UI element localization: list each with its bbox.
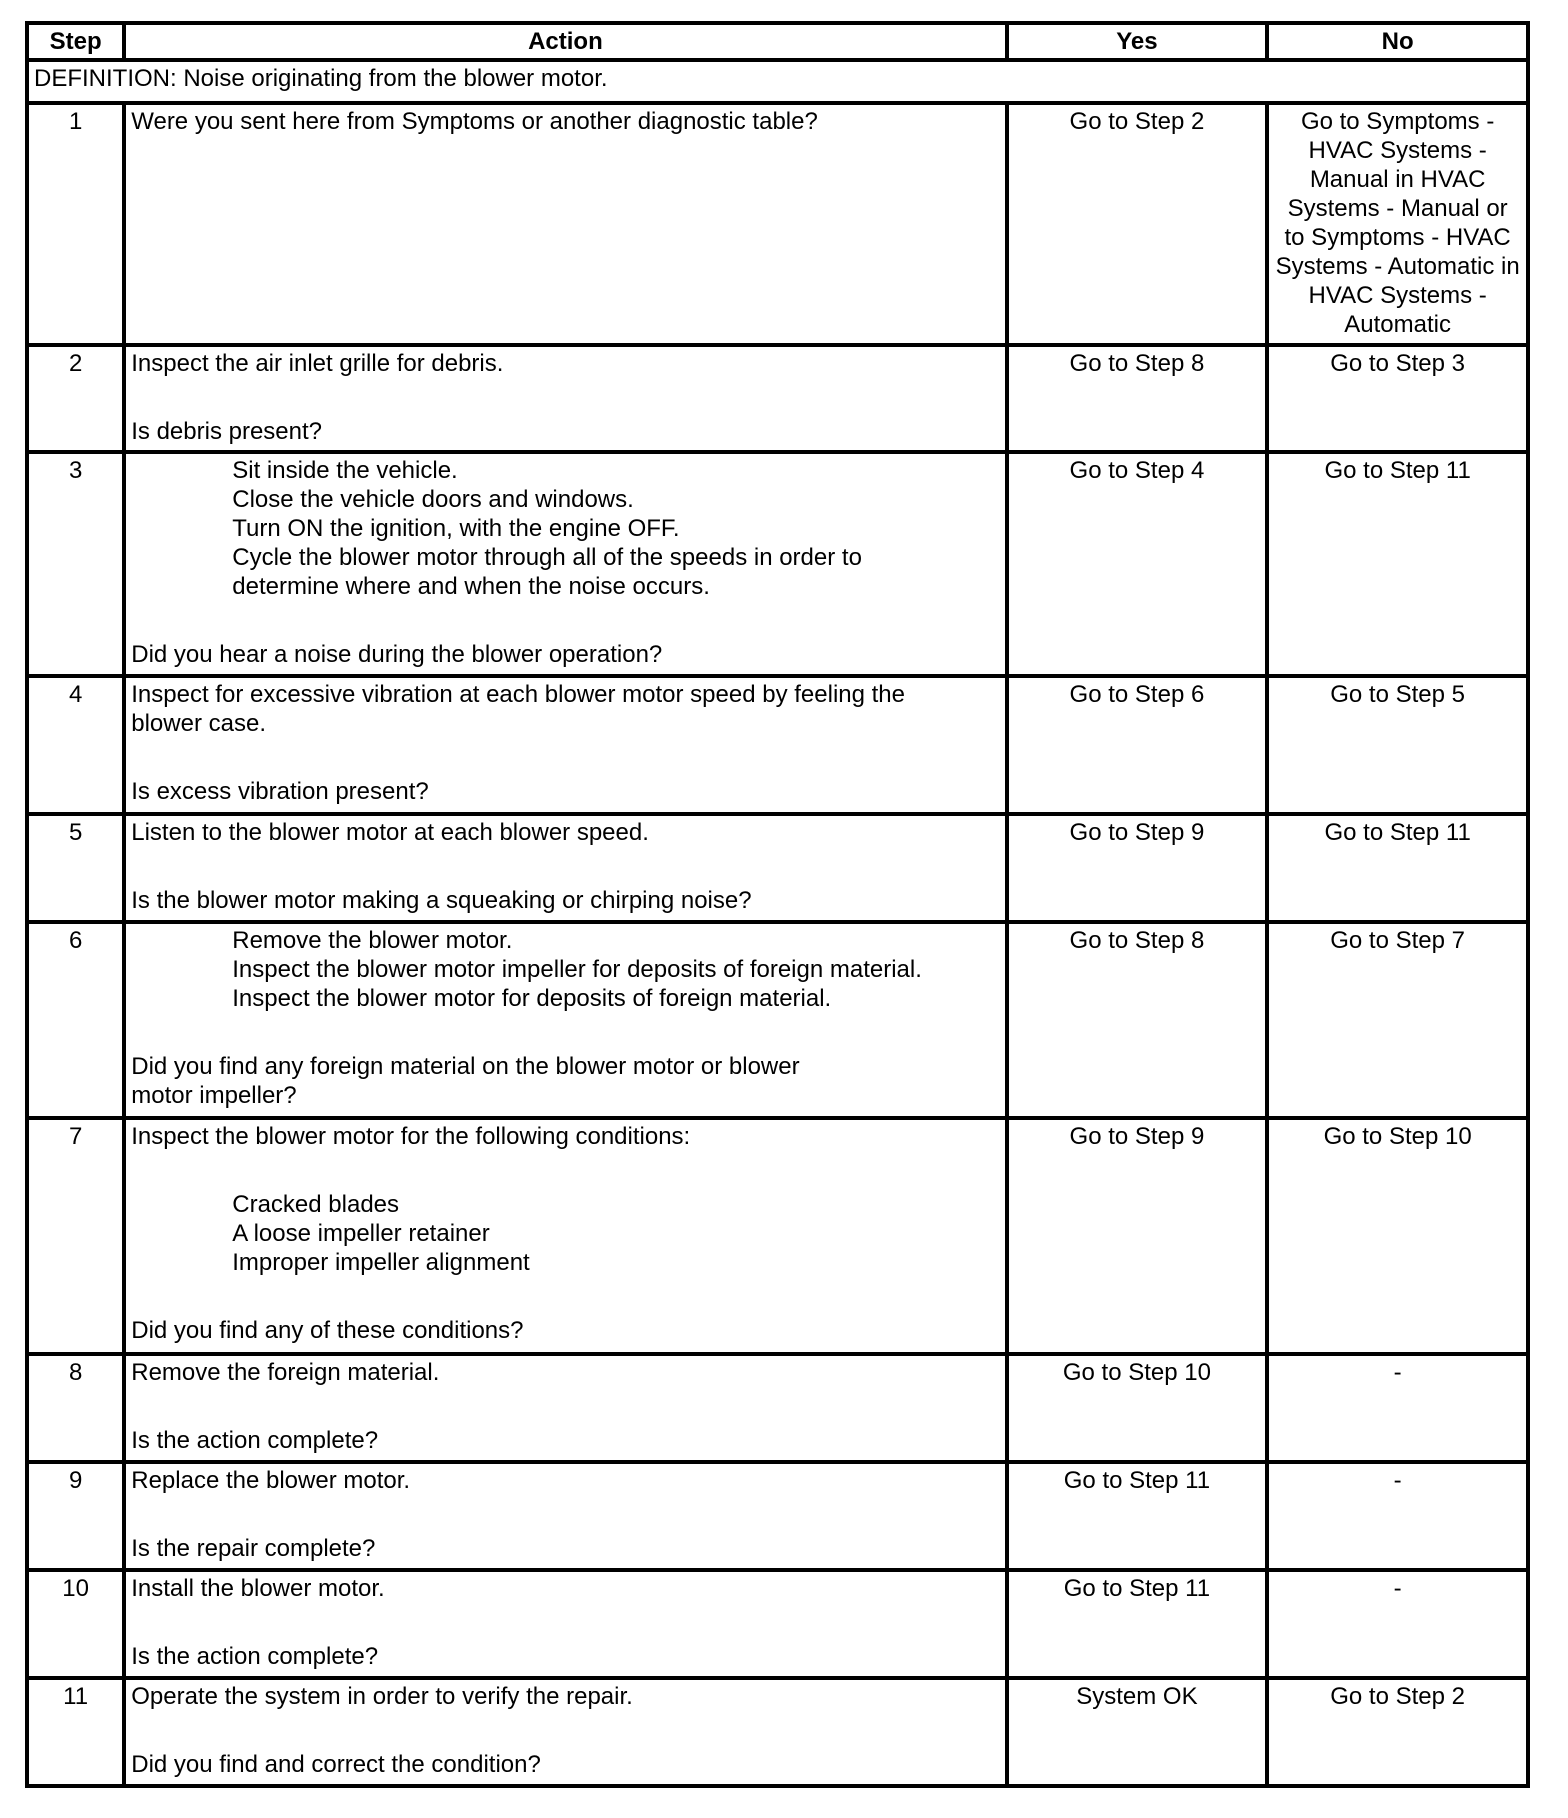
table-row — [27, 1570, 1528, 1678]
yes-cell: Go to Step 8 — [1007, 922, 1268, 1118]
question-text: Is the action complete? — [131, 1427, 379, 1454]
yes-cell: Go to Step 6 — [1007, 676, 1268, 814]
action-text: Remove the foreign material. — [131, 1359, 440, 1386]
action-cell — [124, 1354, 1006, 1462]
step-number: 10 — [27, 1570, 124, 1678]
definition-row — [27, 60, 1528, 103]
no-cell: Go to Symptoms - HVAC Systems - Manual in HVAC Systems - Manual or to Symptoms - HVAC Systems - Automatic in HVAC Systems - Automatic — [1267, 103, 1528, 345]
step-number: 8 — [27, 1354, 124, 1462]
action-text: Replace the blower motor. — [131, 1467, 411, 1494]
no-cell: Go to Step 11 — [1267, 814, 1528, 922]
table-row — [27, 1678, 1528, 1786]
no-cell: Go to Step 3 — [1267, 345, 1528, 452]
action-cell — [124, 922, 1006, 1118]
table-row — [27, 814, 1528, 922]
table-row — [27, 676, 1528, 814]
question-text: Did you find any of these conditions? — [131, 1317, 524, 1344]
step-number: 11 — [27, 1678, 124, 1786]
action-cell — [124, 103, 1006, 345]
question-text: Did you hear a noise during the blower operation? — [131, 641, 663, 668]
yes-cell: Go to Step 11 — [1007, 1462, 1268, 1570]
substep: Close the vehicle doors and windows. — [232, 486, 634, 513]
action-cell — [124, 676, 1006, 814]
action-cell — [124, 1462, 1006, 1570]
table-row — [27, 103, 1528, 345]
definition-text: DEFINITION: Noise originating from the blower motor. — [27, 60, 1528, 103]
question-text: Did you find and correct the condition? — [131, 1751, 541, 1778]
substep: Inspect the blower motor for deposits of foreign material. — [232, 985, 832, 1012]
substep: Improper impeller alignment — [232, 1249, 530, 1276]
no-cell: - — [1267, 1354, 1528, 1462]
action-text: Listen to the blower motor at each blower speed. — [131, 819, 649, 846]
action-cell — [124, 1570, 1006, 1678]
action-text: Inspect the air inlet grille for debris. — [131, 350, 504, 377]
substep-list — [131, 926, 999, 1013]
step-number: 1 — [27, 103, 124, 345]
table-row — [27, 1118, 1528, 1354]
step-number: 5 — [27, 814, 124, 922]
step-number: 2 — [27, 345, 124, 452]
action-cell — [124, 452, 1006, 676]
table-row — [27, 452, 1528, 676]
substep: A loose impeller retainer — [232, 1220, 490, 1247]
step-number: 6 — [27, 922, 124, 1118]
yes-cell: Go to Step 9 — [1007, 814, 1268, 922]
step-number: 7 — [27, 1118, 124, 1354]
step-number: 3 — [27, 452, 124, 676]
no-cell: - — [1267, 1462, 1528, 1570]
action-cell — [124, 1678, 1006, 1786]
table-row — [27, 1462, 1528, 1570]
action-cell — [124, 1118, 1006, 1354]
substep: Cracked blades — [232, 1191, 400, 1218]
action-cell — [124, 814, 1006, 922]
diagnostic-table — [25, 21, 1530, 1788]
no-cell: - — [1267, 1570, 1528, 1678]
substep-list — [131, 1190, 999, 1277]
no-cell: Go to Step 2 — [1267, 1678, 1528, 1786]
question-text: Did you find any foreign material on the blower motor or blower motor impeller? — [131, 1053, 807, 1109]
substep-list — [131, 456, 999, 601]
question-text: Is debris present? — [131, 418, 323, 445]
yes-cell: System OK — [1007, 1678, 1268, 1786]
substep: Turn ON the ignition, with the engine OFF. — [232, 515, 680, 542]
question-text: Is the action complete? — [131, 1643, 379, 1670]
yes-cell: Go to Step 9 — [1007, 1118, 1268, 1354]
header-action: Action — [124, 23, 1006, 60]
action-cell — [124, 345, 1006, 452]
header-yes: Yes — [1007, 23, 1268, 60]
table-row — [27, 922, 1528, 1118]
question-text: Is the blower motor making a squeaking or chirping noise? — [131, 887, 752, 914]
action-text: Inspect for excessive vibration at each blower motor speed by feeling the blower case. — [131, 681, 912, 737]
action-text: Inspect the blower motor for the following conditions: — [131, 1123, 691, 1150]
action-text: Operate the system in order to verify the repair. — [131, 1683, 633, 1710]
step-number: 4 — [27, 676, 124, 814]
no-cell: Go to Step 7 — [1267, 922, 1528, 1118]
no-cell: Go to Step 11 — [1267, 452, 1528, 676]
no-cell: Go to Step 5 — [1267, 676, 1528, 814]
question-text: Is excess vibration present? — [131, 778, 429, 805]
table-row — [27, 1354, 1528, 1462]
header-row — [27, 23, 1528, 60]
table-row — [27, 345, 1528, 452]
yes-cell: Go to Step 8 — [1007, 345, 1268, 452]
action-text: Were you sent here from Symptoms or another diagnostic table? — [131, 108, 818, 135]
yes-cell: Go to Step 4 — [1007, 452, 1268, 676]
no-cell: Go to Step 10 — [1267, 1118, 1528, 1354]
yes-cell: Go to Step 2 — [1007, 103, 1268, 345]
yes-cell: Go to Step 11 — [1007, 1570, 1268, 1678]
yes-cell: Go to Step 10 — [1007, 1354, 1268, 1462]
substep: Cycle the blower motor through all of the speeds in order to determine where and when the noise occurs. — [232, 544, 869, 600]
question-text: Is the repair complete? — [131, 1535, 376, 1562]
substep: Sit inside the vehicle. — [232, 457, 458, 484]
substep: Inspect the blower motor impeller for deposits of foreign material. — [232, 956, 922, 983]
step-number: 9 — [27, 1462, 124, 1570]
header-step: Step — [27, 23, 124, 60]
action-text: Install the blower motor. — [131, 1575, 385, 1602]
substep: Remove the blower motor. — [232, 927, 513, 954]
header-no: No — [1267, 23, 1528, 60]
